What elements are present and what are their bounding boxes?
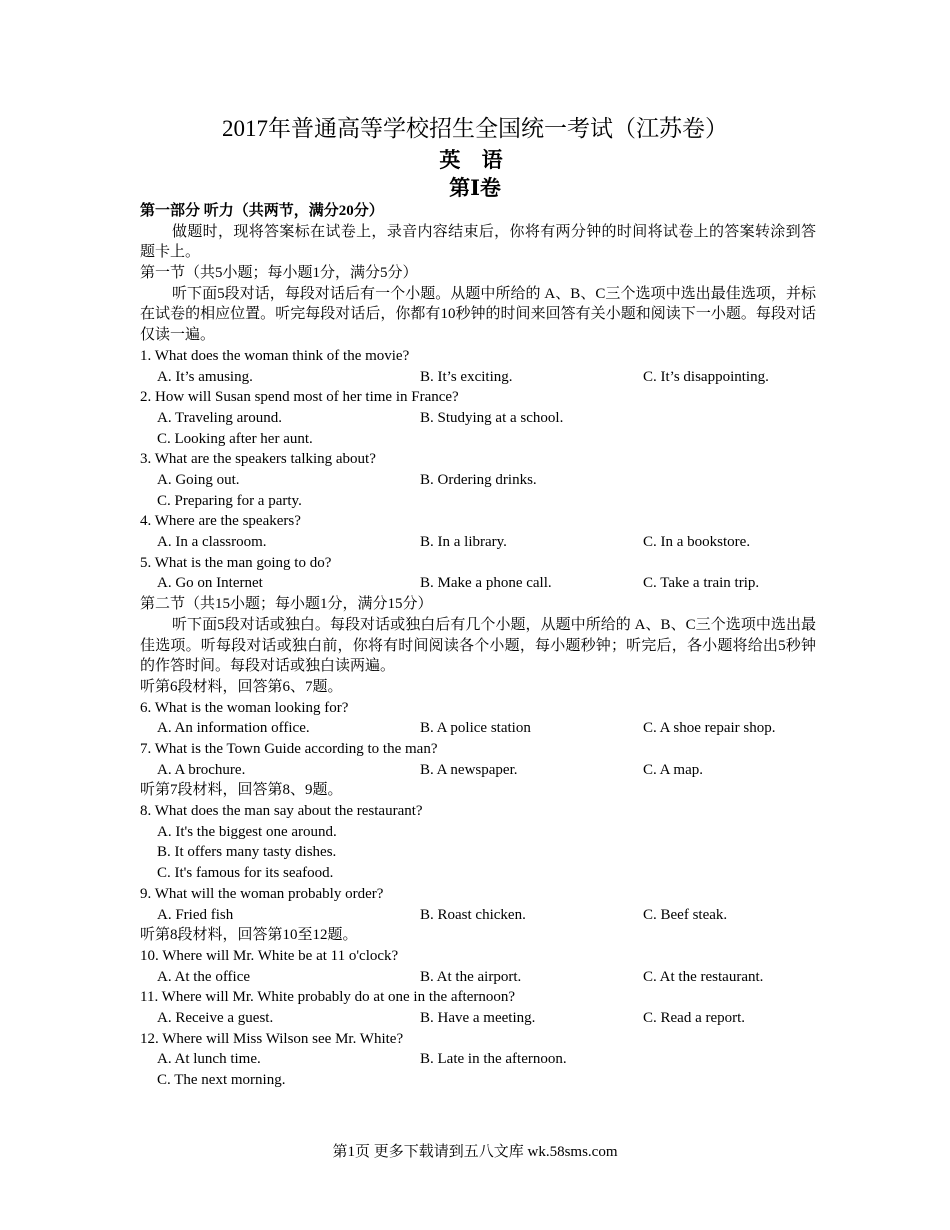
option-c: C. In a bookstore. [643, 534, 751, 551]
option-c: C. It’s disappointing. [643, 368, 769, 385]
option-b: B. Ordering drinks. [420, 472, 537, 489]
option-c: C. Take a train trip. [643, 575, 760, 592]
option-b: B. A police station [420, 720, 531, 737]
options-row [140, 718, 816, 739]
option-b: B. Late in the afternoon. [420, 1051, 567, 1068]
exam-title: 2017年普通高等学校招生全国统一考试（江苏卷） [222, 116, 728, 141]
option-a: A. An information office. [157, 720, 310, 737]
options-row [140, 967, 816, 988]
page-footer: 第1页 更多下载请到五八文库 wk.58sms.com [332, 1144, 618, 1160]
option-b: B. Have a meeting. [420, 1009, 536, 1026]
option-b: B. A newspaper. [420, 761, 518, 778]
option-a: A. Going out. [157, 472, 240, 489]
option-b: B. It’s exciting. [420, 368, 513, 385]
part1-heading: 第一部分 听力（共两节，满分20分） [140, 203, 384, 219]
question-stem: 10. Where will Mr. White be at 11 o'clock? [140, 947, 399, 964]
option-a: A. It’s amusing. [157, 368, 253, 385]
question-stem: 9. What will the woman probably order? [140, 885, 384, 902]
option-c: C. It's famous for its seafood. [157, 865, 334, 882]
question-stem: 2. How will Susan spend most of her time in France? [140, 389, 459, 406]
section2-instructions: 听下面5段对话或独白。每段对话或独白后有几个小题，从题中所给的 A、B、C三个选项中选出最佳选项。听每段对话或独白前，你将有时间阅读各个小题，每小题秒钟；听完后，各小题将给出5秒钟的作答时间。每段对话或独白读两遍。 [140, 616, 816, 675]
question-stem: 12. Where will Miss Wilson see Mr. White? [140, 1030, 404, 1047]
subject-title: 英 语 [439, 148, 511, 172]
question-stem: 11. Where will Mr. White probably do at one in the afternoon? [140, 989, 516, 1006]
option-a: A. Traveling around. [157, 409, 282, 426]
option-c: C. The next morning. [157, 1072, 286, 1088]
option-b: B. At the airport. [420, 968, 522, 985]
section1-heading: 第一节（共5小题；每小题1分，满分5分） [140, 265, 418, 282]
material-heading: 听第6段材料，回答第6、7题。 [140, 678, 343, 695]
question-stem: 5. What is the man going to do? [140, 554, 332, 571]
option-c: C. Preparing for a party. [157, 492, 302, 509]
option-b: B. Roast chicken. [420, 906, 526, 923]
option-c: C. A map. [643, 761, 704, 778]
option-a: A. In a classroom. [157, 534, 267, 551]
options-row [140, 408, 816, 429]
options-row [140, 1008, 816, 1029]
option-a: A. At the office [157, 968, 251, 985]
option-c: C. At the restaurant. [643, 968, 764, 985]
option-a: A. A brochure. [157, 761, 246, 778]
option-c: C. Looking after her aunt. [157, 430, 313, 447]
option-a: A. Receive a guest. [157, 1009, 274, 1026]
options-row [140, 905, 816, 926]
option-b: B. Make a phone call. [420, 575, 552, 592]
option-b: B. Studying at a school. [420, 409, 564, 426]
question-stem: 6. What is the woman looking for? [140, 699, 349, 716]
option-a: A. At lunch time. [157, 1051, 261, 1068]
options-row [140, 1049, 816, 1070]
question-stem: 1. What does the woman think of the movie? [140, 347, 410, 364]
exam-content [140, 201, 816, 1091]
options-row [140, 367, 816, 388]
question-stem: 7. What is the Town Guide according to the man? [140, 741, 438, 757]
material-heading: 听第7段材料，回答第8、9题。 [140, 782, 343, 799]
material-heading: 听第8段材料，回答第10至12题。 [140, 927, 358, 944]
option-a: A. It's the biggest one around. [157, 823, 337, 840]
options-row [140, 532, 816, 553]
option-b: B. In a library. [420, 534, 507, 551]
option-c: C. A shoe repair shop. [643, 720, 776, 737]
options-row [140, 760, 816, 781]
part1-intro: 做题时，现将答案标在试卷上，录音内容结束后，你将有两分钟的时间将试卷上的答案转涂到答题卡上。 [140, 223, 816, 261]
volume-title: 第Ⅰ卷 [449, 176, 501, 200]
options-row [140, 470, 816, 491]
option-a: A. Fried fish [157, 906, 234, 923]
question-stem: 4. Where are the speakers? [140, 513, 301, 530]
question-stem: 3. What are the speakers talking about? [140, 451, 376, 468]
option-c: C. Read a report. [643, 1009, 746, 1026]
section1-instructions: 听下面5段对话，每段对话后有一个小题。从题中所给的 A、B、C三个选项中选出最佳选项，并标在试卷的相应位置。听完每段对话后，你都有10秒钟的时间来回答有关小题和阅读下一小题。每段对话仅读一遍。 [140, 285, 816, 344]
question-stem: 8. What does the man say about the restaurant? [140, 803, 423, 820]
option-b: B. It offers many tasty dishes. [157, 844, 337, 861]
option-a: A. Go on Internet [157, 575, 263, 592]
option-c: C. Beef steak. [643, 906, 728, 923]
section2-heading: 第二节（共15小题；每小题1分，满分15分） [140, 596, 433, 613]
options-row [140, 573, 816, 594]
